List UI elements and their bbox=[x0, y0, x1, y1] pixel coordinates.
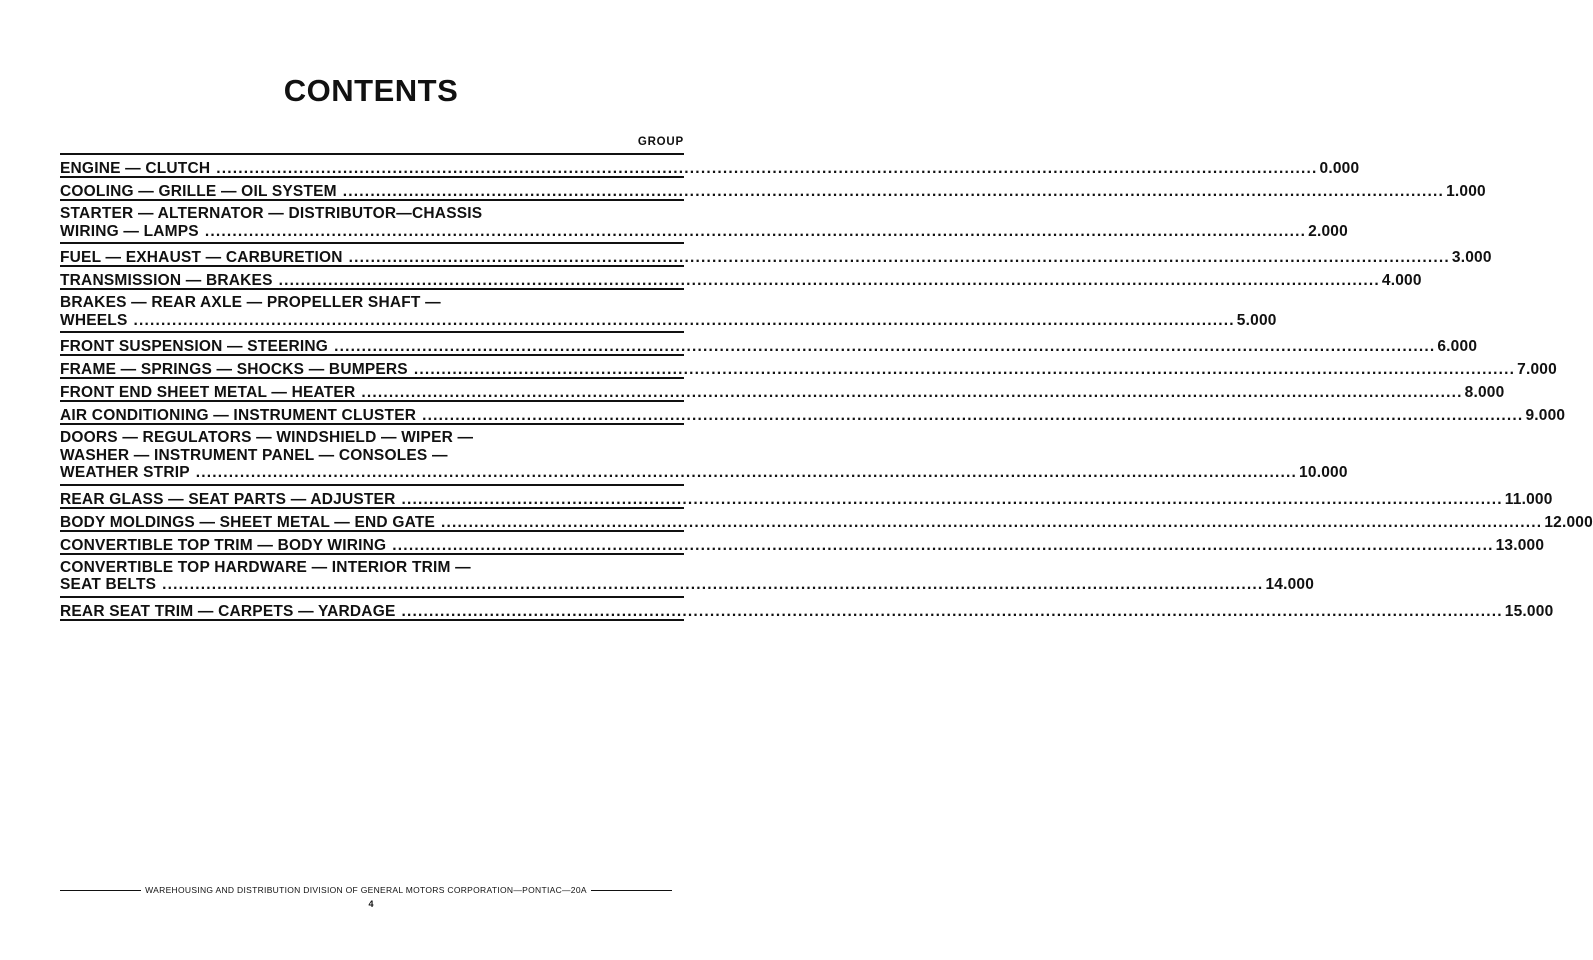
toc-entry bbox=[60, 201, 1348, 244]
toc-entry-last-line bbox=[60, 222, 1348, 241]
toc-entry bbox=[60, 290, 1277, 333]
toc-entry-last-line bbox=[60, 249, 1492, 267]
toc-entry-title-line: WIRING — LAMPS bbox=[60, 222, 199, 240]
toc-entry bbox=[60, 555, 1315, 598]
toc-entry-last-line bbox=[60, 490, 1553, 509]
toc-entry-title-line: FRAME — SPRINGS — SHOCKS — BUMPERS bbox=[60, 361, 408, 378]
toc-entry-group-number: 1.000 bbox=[1446, 183, 1486, 200]
toc-entry-last-line bbox=[60, 160, 1360, 178]
toc-entry-group-number: 2.000 bbox=[1308, 222, 1348, 240]
toc-entry-last-line bbox=[60, 361, 1557, 379]
toc-entry-group-number: 12.000 bbox=[1544, 513, 1593, 531]
dot-leader: ........................................................................................................................................................................................................ bbox=[401, 602, 1503, 620]
toc-entry-title-line: FRONT END SHEET METAL — HEATER bbox=[60, 384, 356, 401]
toc-entry-group-number: 14.000 bbox=[1265, 576, 1315, 593]
toc-entry-last-line bbox=[60, 384, 1505, 402]
footer-text: WAREHOUSING AND DISTRIBUTION DIVISION OF GENERAL MOTORS CORPORATION—PONTIAC—20A bbox=[145, 885, 587, 895]
toc-entry-title-line: COOLING — GRILLE — OIL SYSTEM bbox=[60, 183, 337, 200]
toc-entry bbox=[60, 356, 1557, 379]
toc-entry-title-line: AIR CONDITIONING — INSTRUMENT CLUSTER bbox=[60, 407, 417, 424]
dot-leader: ........................................................................................................................................................................................................ bbox=[195, 464, 1298, 481]
toc-entry bbox=[60, 379, 1505, 402]
toc-entry bbox=[60, 267, 1422, 290]
toc-entry bbox=[60, 155, 1360, 178]
dot-leader: ........................................................................................................................................................................................................ bbox=[334, 338, 1436, 355]
toc-entry bbox=[60, 425, 1348, 486]
toc-entry bbox=[60, 532, 1545, 555]
toc-entry-last-line bbox=[60, 311, 1277, 330]
page-number: 4 bbox=[368, 899, 374, 909]
toc-entry-group-number: 6.000 bbox=[1437, 338, 1478, 355]
toc-entry-group-number: 13.000 bbox=[1495, 536, 1545, 554]
toc-entry-last-line bbox=[60, 338, 1478, 356]
toc-entry-group-number: 15.000 bbox=[1504, 602, 1554, 620]
toc-entry bbox=[60, 598, 1554, 621]
toc-entry-title-line: DOORS — REGULATORS — WINDSHIELD — WIPER — bbox=[60, 429, 474, 446]
dot-leader: ........................................................................................................................................................................................................ bbox=[278, 272, 1380, 289]
toc-entry-title-line: FUEL — EXHAUST — CARBURETION bbox=[60, 249, 343, 266]
toc-entry-title-line: WHEELS bbox=[60, 311, 128, 329]
dot-leader: ........................................................................................................................................................................................................ bbox=[441, 513, 1543, 531]
toc-entry-group-number: 7.000 bbox=[1517, 361, 1557, 378]
toc-entry-last-line bbox=[60, 602, 1554, 621]
dot-leader: ........................................................................................................................................................................................................ bbox=[401, 490, 1503, 508]
toc-entry-last-line bbox=[60, 407, 1566, 425]
toc-entry-title-line: WEATHER STRIP bbox=[60, 464, 190, 481]
toc-entry-title-line: ENGINE — CLUTCH bbox=[60, 160, 211, 177]
toc-entry-group-number: 8.000 bbox=[1464, 384, 1505, 401]
page-title: CONTENTS bbox=[283, 73, 459, 108]
toc-entry-last-line bbox=[60, 576, 1315, 594]
toc-entry-title-line: FRONT SUSPENSION — STEERING bbox=[60, 338, 329, 355]
toc-entry-title-line: CONVERTIBLE TOP TRIM — BODY WIRING bbox=[60, 536, 387, 554]
toc-entry-last-line bbox=[60, 183, 1486, 201]
toc-entry bbox=[60, 402, 1566, 425]
toc-entry-last-line bbox=[60, 272, 1422, 290]
dot-leader: ........................................................................................................................................................................................................ bbox=[392, 536, 1494, 554]
toc-entry-title-line: BODY MOLDINGS — SHEET METAL — END GATE bbox=[60, 513, 436, 531]
toc-entry-group-number: 3.000 bbox=[1451, 249, 1492, 266]
toc-entry-group-number: 9.000 bbox=[1525, 407, 1566, 424]
page-footer bbox=[60, 885, 672, 895]
toc-entry bbox=[60, 333, 1478, 356]
toc-entry-title-line: WASHER — INSTRUMENT PANEL — CONSOLES — bbox=[60, 446, 448, 464]
dot-leader: ........................................................................................................................................................................................................ bbox=[216, 160, 1318, 177]
toc-entry-title-line: BRAKES — REAR AXLE — PROPELLER SHAFT — bbox=[60, 294, 441, 311]
toc-entry-group-number: 10.000 bbox=[1299, 464, 1348, 481]
toc-entry bbox=[60, 486, 1553, 509]
toc-entry bbox=[60, 509, 1593, 532]
toc-entry-title-line: TRANSMISSION — BRAKES bbox=[60, 272, 273, 289]
toc-entry-title-line: STARTER — ALTERNATOR — DISTRIBUTOR—CHASSIS bbox=[60, 205, 483, 222]
toc-entry-group-number: 4.000 bbox=[1381, 272, 1422, 289]
group-column-header: GROUP bbox=[637, 136, 684, 148]
dot-leader: ........................................................................................................................................................................................................ bbox=[133, 311, 1235, 329]
dot-leader: ........................................................................................................................................................................................................ bbox=[342, 183, 1445, 200]
footer-rule-left bbox=[60, 890, 141, 891]
toc-entry-title-line: REAR GLASS — SEAT PARTS — ADJUSTER bbox=[60, 490, 396, 508]
dot-leader: ........................................................................................................................................................................................................ bbox=[162, 576, 1264, 593]
toc-entry-last-line bbox=[60, 513, 1593, 532]
toc-entry-group-number: 0.000 bbox=[1319, 160, 1360, 177]
dot-leader: ........................................................................................................................................................................................................ bbox=[413, 361, 1516, 378]
dot-leader: ........................................................................................................................................................................................................ bbox=[348, 249, 1450, 266]
dot-leader: ........................................................................................................................................................................................................ bbox=[422, 407, 1524, 424]
toc-entry-last-line bbox=[60, 536, 1545, 555]
table-of-contents bbox=[60, 153, 1593, 621]
footer-rule-right bbox=[591, 890, 672, 891]
dot-leader: ........................................................................................................................................................................................................ bbox=[204, 222, 1307, 240]
dot-leader: ........................................................................................................................................................................................................ bbox=[361, 384, 1463, 401]
toc-entry-title-line: CONVERTIBLE TOP HARDWARE — INTERIOR TRIM — bbox=[60, 558, 471, 576]
toc-entry-title-line: SEAT BELTS bbox=[60, 576, 157, 593]
toc-entry-title-line: REAR SEAT TRIM — CARPETS — YARDAGE bbox=[60, 602, 396, 620]
toc-entry bbox=[60, 178, 1486, 201]
toc-entry bbox=[60, 244, 1492, 267]
toc-entry-group-number: 5.000 bbox=[1236, 311, 1277, 329]
toc-entry-group-number: 11.000 bbox=[1504, 490, 1553, 508]
toc-entry-last-line bbox=[60, 464, 1348, 482]
